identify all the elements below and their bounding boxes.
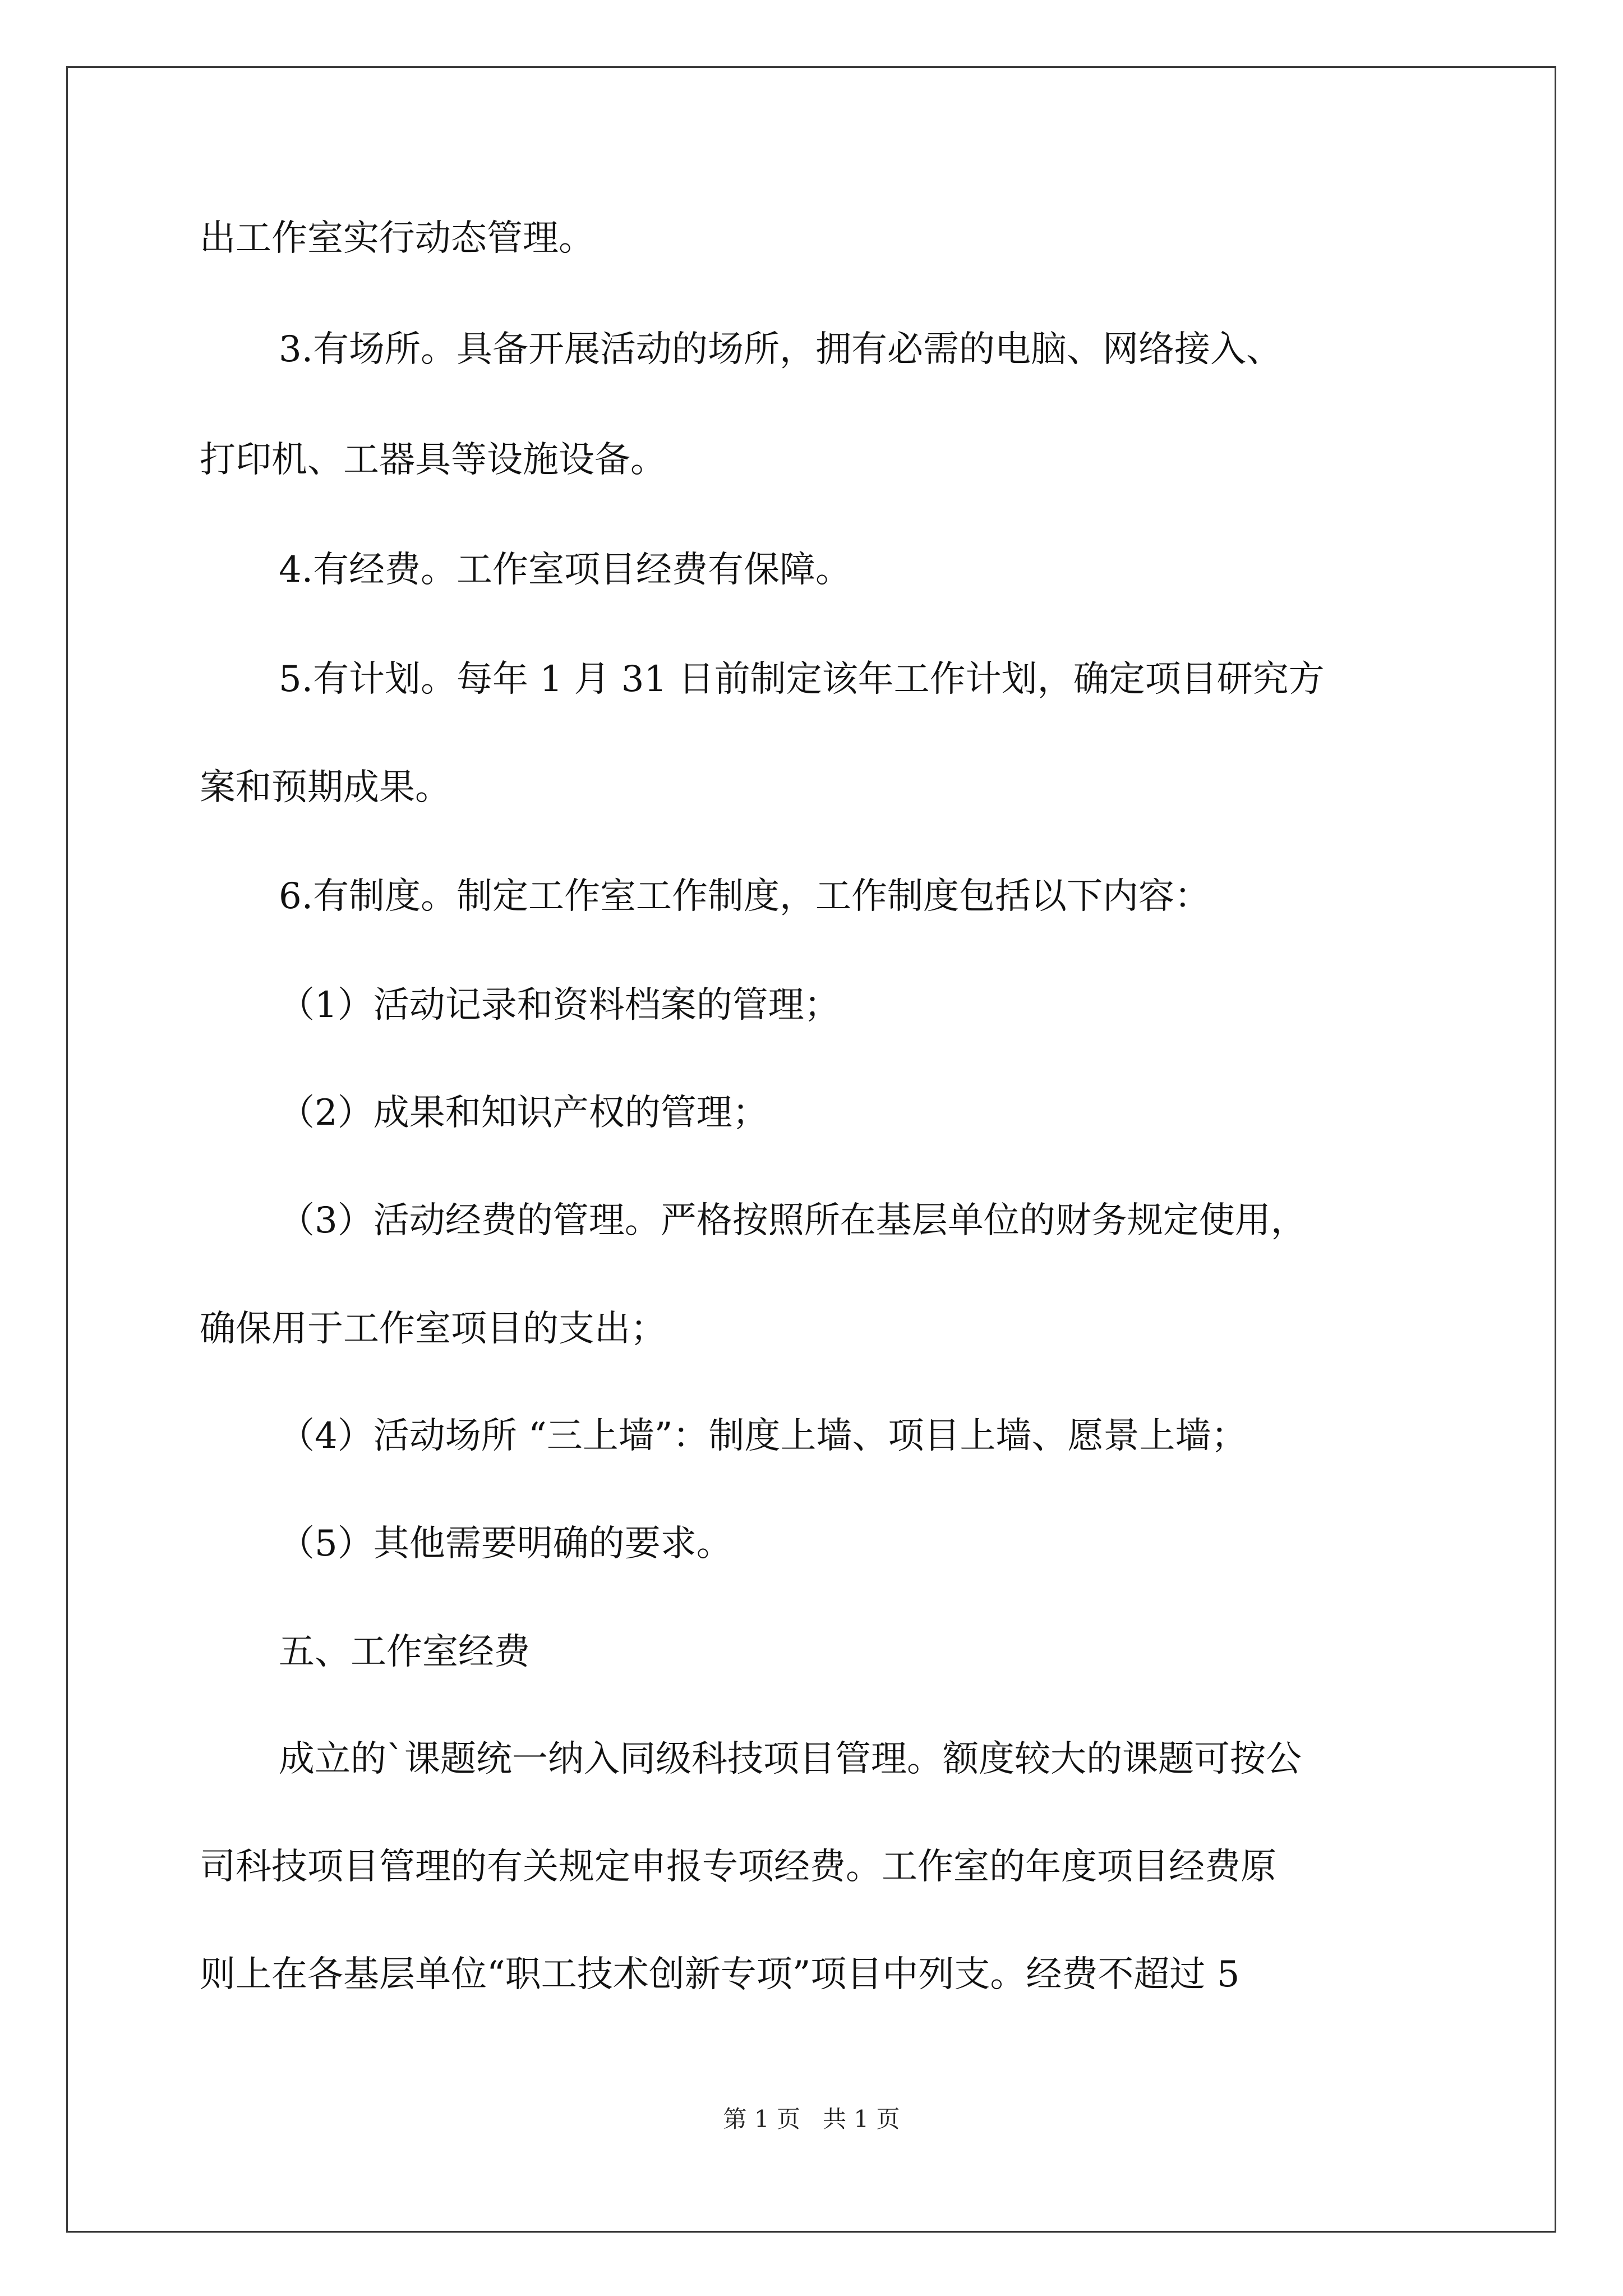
page-border — [66, 66, 1556, 2233]
text-line: 打印机、工器具等设施设备。 — [200, 439, 666, 481]
page-footer: 第 1 页 共 1 页 — [723, 2105, 900, 2133]
text-line: （3）活动经费的管理。严格按照所在基层单位的财务规定使用， — [279, 1200, 1307, 1241]
text-line: （4）活动场所 “三上墙”：制度上墙、项目上墙、愿景上墙； — [279, 1415, 1247, 1457]
section-heading: 五、工作室经费 — [279, 1631, 530, 1673]
text-line: 出工作室实行动态管理。 — [200, 218, 594, 259]
text-line: 则上在各基层单位“职工技术创新专项”项目中列支。经费不超过 5 — [200, 1954, 1240, 1995]
text-line: 3.有场所。具备开展活动的场所，拥有必需的电脑、网络接入、 — [279, 329, 1283, 370]
text-line: （2）成果和知识产权的管理； — [279, 1092, 768, 1134]
text-line: （5）其他需要明确的要求。 — [279, 1523, 732, 1565]
text-line: 6.有制度。制定工作室工作制度，工作制度包括以下内容： — [279, 876, 1211, 917]
text-line: 成立的`课题统一纳入同级科技项目管理。额度较大的课题可按公 — [279, 1738, 1302, 1780]
text-line: 4.有经费。工作室项目经费有保障。 — [279, 549, 852, 591]
text-line: 司科技项目管理的有关规定申报专项经费。工作室的年度项目经费原 — [200, 1846, 1276, 1888]
text-line: 5.有计划。每年 1 月 31 日前制定该年工作计划，确定项目研究方 — [279, 659, 1325, 700]
text-line: （1）活动记录和资料档案的管理； — [279, 984, 840, 1026]
text-line: 确保用于工作室项目的支出； — [200, 1308, 666, 1350]
text-line: 案和预期成果。 — [200, 767, 451, 808]
